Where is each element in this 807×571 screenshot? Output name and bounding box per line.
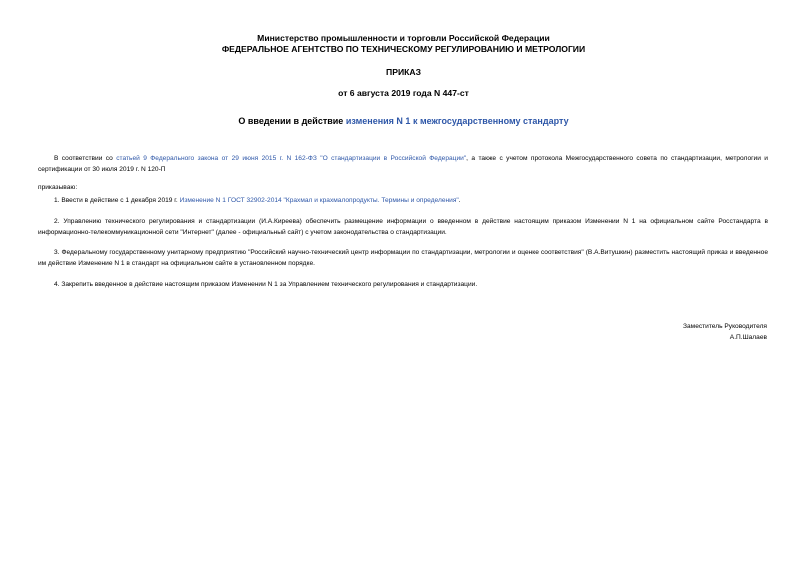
paragraph-item-3: 3. Федеральному государственному унитарному предприятию "Российский научно-технический центр информации по стандартизации, метрологии и оценке соответствия" (В.А.Витушкин) разместить настоящий приказ и введенное им действие Изменение N 1 в стандарт на официальном сайте в установленном порядке. bbox=[38, 249, 768, 267]
document-type: ПРИКАЗ bbox=[386, 67, 421, 77]
agency-name: ФЕДЕРАЛЬНОЕ АГЕНТСТВО ПО ТЕХНИЧЕСКОМУ РЕГУЛИРОВАНИЮ И МЕТРОЛОГИИ bbox=[221, 44, 586, 54]
document-subject bbox=[0, 116, 807, 127]
paragraph-item-2: 2. Управлению технического регулирования и стандартизации (И.А.Киреева) обеспечить размещение информации о введенном в действие настоящим приказом Изменении N 1 на официальном сайте Росстандарта в информационно-телекоммуникационной сети "Интернет" (далее - официальный сайт) с учетом законодательства о стандартизации. bbox=[38, 218, 768, 236]
signatory-title: Заместитель Руководителя bbox=[683, 323, 767, 330]
paragraph-item-4: 4. Закрепить введенное в действие настоящим приказом Изменении N 1 за Управлением технического регулирования и стандартизации. bbox=[54, 281, 478, 288]
p2-prefix: 1. Ввести в действие с 1 декабря 2019 г. bbox=[54, 197, 180, 204]
gost-amendment-link[interactable]: Изменение N 1 ГОСТ 32902-2014 "Крахмал и крахмалопродукты. Термины и определения" bbox=[179, 197, 459, 204]
signatory-name: А.П.Шалаев bbox=[729, 334, 767, 341]
subject-prefix: О введении в действие bbox=[238, 116, 346, 126]
paragraph-legal-basis bbox=[38, 154, 768, 175]
document-date-number: от 6 августа 2019 года N 447-ст bbox=[338, 88, 469, 98]
p2-suffix: . bbox=[458, 197, 461, 204]
p1-prefix: В соответствии со bbox=[54, 155, 117, 162]
ministry-name: Министерство промышленности и торговли Российской Федерации bbox=[257, 33, 550, 43]
p1-suffix: , а также с учетом протокола Межгосударственного совета по стандартизации, метрологии и сертификации от 30 июля 2019 г. N 120-П bbox=[38, 155, 768, 173]
subject-link[interactable]: изменения N 1 к межгосударственному стандарту bbox=[345, 116, 569, 126]
federal-law-link[interactable]: статьей 9 Федерального закона от 29 июня 2015 г. N 162-ФЗ "О стандартизации в Российской Федерации" bbox=[116, 155, 467, 162]
paragraph-item-1 bbox=[38, 196, 768, 207]
decree-word: приказываю: bbox=[38, 184, 78, 191]
